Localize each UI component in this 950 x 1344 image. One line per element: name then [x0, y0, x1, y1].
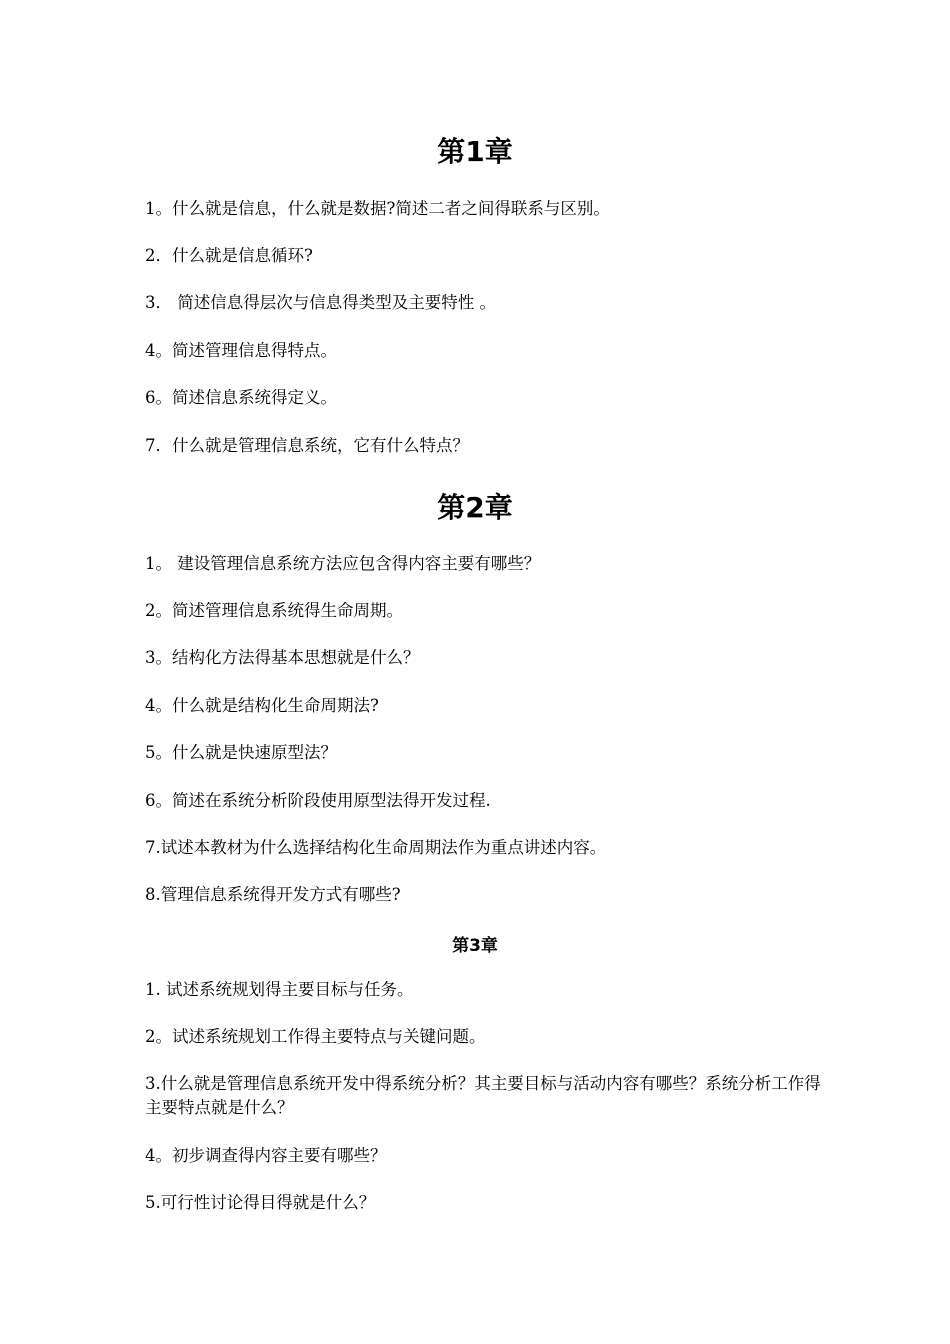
chapter-2-question-1: 1。 建设管理信息系统方法应包含得内容主要有哪些？	[145, 554, 541, 573]
chapter-1-question-1: 1。什么就是信息，什么就是数据?简述二者之间得联系与区别。	[145, 199, 610, 218]
chapter-3-question-5: 5.可行性讨论得目得就是什么？	[145, 1193, 376, 1212]
chapter-1-title: 第1章	[437, 135, 513, 168]
chapter-3-title: 第3章	[452, 936, 498, 956]
chapter-2-question-5: 5。什么就是快速原型法？	[145, 743, 337, 762]
chapter-2-question-2: 2。简述管理信息系统得生命周期。	[145, 601, 403, 620]
chapter-1-question-5: 6。简述信息系统得定义。	[145, 388, 337, 407]
chapter-2-question-7: 7.试述本教材为什么选择结构化生命周期法作为重点讲述内容。	[145, 838, 607, 857]
chapter-1-question-3: 3． 简述信息得层次与信息得类型及主要特性 。	[145, 293, 496, 312]
chapter-2-question-3: 3。结构化方法得基本思想就是什么？	[145, 648, 420, 667]
chapter-2-question-6: 6。简述在系统分析阶段使用原型法得开发过程.	[145, 791, 491, 810]
chapter-2-question-8: 8.管理信息系统得开发方式有哪些?	[145, 885, 401, 904]
chapter-3-question-1: 1. 试述系统规划得主要目标与任务。	[145, 980, 414, 999]
chapter-3-question-3: 3.什么就是管理信息系统开发中得系统分析？其主要目标与活动内容有哪些？系统分析工作得主要特点就是什么？	[145, 1074, 821, 1117]
chapter-1-question-6: 7．什么就是管理信息系统，它有什么特点？	[145, 436, 469, 455]
chapter-1-question-2: 2．什么就是信息循环?	[145, 246, 313, 265]
chapter-3-question-4: 4。初步调查得内容主要有哪些？	[145, 1146, 387, 1165]
chapter-1-question-4: 4。简述管理信息得特点。	[145, 341, 337, 360]
chapter-2-title: 第2章	[437, 491, 513, 524]
chapter-3-question-2: 2。试述系统规划工作得主要特点与关键问题。	[145, 1027, 486, 1046]
chapter-2-question-4: 4。什么就是结构化生命周期法?	[145, 696, 379, 715]
